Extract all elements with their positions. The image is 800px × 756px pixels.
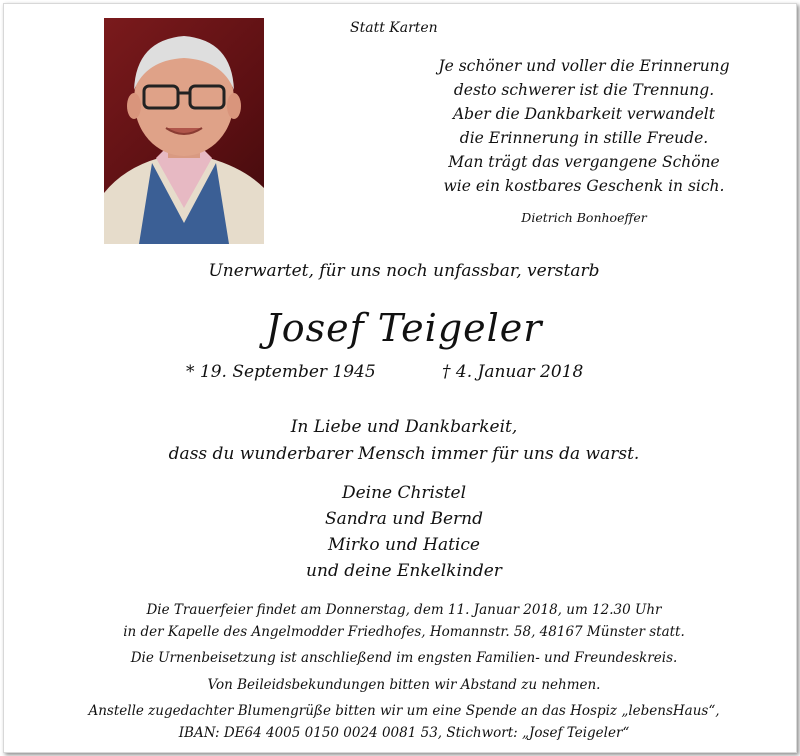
condolence-line: Von Beileidsbekundungen bitten wir Abstand zu nehmen. — [207, 676, 601, 693]
poem-author: Dietrich Bonhoeffer — [521, 210, 647, 225]
family-list — [4, 480, 800, 584]
ceremony-line: in der Kapelle des Angelmodder Friedhofes, Homannstr. 58, 48167 Münster statt. — [123, 623, 685, 640]
portrait-photo — [104, 18, 264, 244]
portrait-illustration — [104, 18, 264, 244]
poem-line: Je schöner und voller die Erinnerung — [438, 57, 730, 75]
donation-iban-line: IBAN: DE64 4005 0150 0024 0081 53, Stichwort: „Josef Teigeler“ — [178, 724, 630, 741]
poem-line: Aber die Dankbarkeit verwandelt — [452, 105, 715, 123]
announcement-intro: Unerwartet, für uns noch unfassbar, verstarb — [208, 261, 600, 281]
donation-line: Anstelle zugedachter Blumengrüße bitten wir um eine Spende an das Hospiz „lebensHaus“, — [88, 703, 720, 719]
dedication-line: dass du wunderbarer Mensch immer für uns da warst. — [168, 444, 640, 464]
family-member: Deine Christel — [341, 483, 467, 503]
family-member: und deine Enkelkinder — [306, 561, 502, 581]
deceased-name: Josef Teigeler — [265, 306, 543, 350]
poem — [404, 54, 764, 198]
poem-line: die Erinnerung in stille Freude. — [459, 129, 709, 147]
family-member: Sandra und Bernd — [325, 509, 483, 529]
ceremony-line: Die Trauerfeier findet am Donnerstag, dem 11. Januar 2018, um 12.30 Uhr — [146, 602, 662, 618]
urn-burial-line: Die Urnenbeisetzung ist anschließend im engsten Familien- und Freundeskreis. — [130, 650, 678, 666]
poem-line: Man trägt das vergangene Schöne — [448, 153, 720, 171]
dedication-line: In Liebe und Dankbarkeit, — [290, 417, 518, 437]
family-member: Mirko und Hatice — [328, 535, 480, 555]
poem-line: desto schwerer ist die Trennung. — [453, 81, 715, 99]
poem-line: wie ein kostbares Geschenk in sich. — [443, 177, 725, 195]
obituary-card — [3, 3, 797, 753]
dedication — [4, 414, 800, 468]
birth-date: * 19. September 1945 — [186, 362, 376, 382]
statt-karten-label: Statt Karten — [350, 20, 438, 36]
death-date: † 4. Januar 2018 — [442, 362, 584, 382]
ceremony-info — [4, 600, 800, 744]
